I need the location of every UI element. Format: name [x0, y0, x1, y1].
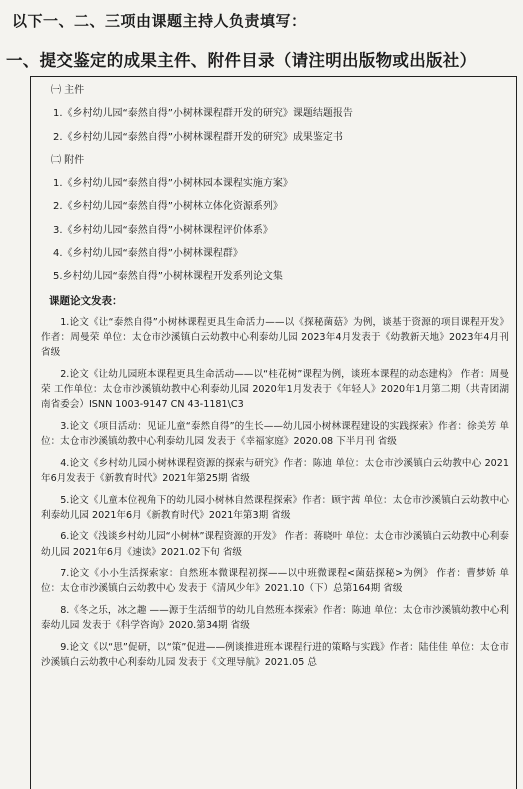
paper-entry: 6.论文《浅谈乡村幼儿园“小树林”课程资源的开发》 作者：蒋晓叶 单位：太仓市沙溪镇白云幼教中心利泰幼儿园 2021年6月《速读》2021.02下旬 省级: [41, 531, 509, 558]
paper-entry: 4.论文《乡村幼儿园小树林课程资源的探索与研究》作者：陈迪 单位：太仓市沙溪镇白云幼教中心 2021年6月发表于《新教育时代》2021年第25期 省级: [41, 457, 509, 484]
attachment-list: [51, 83, 353, 293]
main-group-label: ㈠ 主件: [51, 85, 85, 96]
intro-line: 以下一、二、三项由课题主持人负责填写：: [12, 12, 307, 30]
attach-item: 5.乡村幼儿园“泰然自得”小树林课程开发系列论文集: [53, 271, 283, 283]
papers-list: [41, 315, 509, 677]
attach-item: 4.《乡村幼儿园“泰然自得”小树林课程群》: [53, 248, 243, 260]
paper-entry: 8.《冬之乐，冰之趣 ——源于生活细节的幼儿自然班本探索》作者：陈迪 单位：太仓市沙溪镇幼教中心利泰幼儿园 发表于《科学咨询》2020.第34期 省级: [41, 604, 509, 632]
main-item: 1.《乡村幼儿园“泰然自得”小树林课程群开发的研究》课题结题报告: [53, 108, 353, 120]
paper-entry: 3.论文《项目活动：见证儿童“泰然自得”的生长——幼儿园小树林课程建设的实践探索》作者：徐美芳 单位：太仓市沙溪镇幼教中心利泰幼儿园 发表于《幸福家庭》2020.08 下半月刊 省级: [41, 421, 509, 448]
paper-entry: 9.论文《以“思”促研，以“策”促进——例谈推进班本课程行进的策略与实践》作者：陆佳佳 单位：太仓市沙溪镇白云幼教中心利泰幼儿园 发表于《文理导航》2021.05 总: [41, 641, 509, 668]
attach-item: 2.《乡村幼儿园“泰然自得”小树林立体化资源系列》: [53, 201, 283, 213]
paper-entry: 2.论文《让幼儿园班本课程更具生命活动——以“桂花树”课程为例，谈班本课程的动态建构》 作者：周曼荣 工作单位：太仓市沙溪镇幼教中心利泰幼儿园 2020年1月发表于《年轻人》2020年1月第二期（共青团湖南省委会）ISNN 1003-9147 CN 43-1181\C3: [41, 369, 509, 411]
catalog-box: [30, 76, 517, 789]
attach-group-label: ㈡ 附件: [51, 154, 85, 166]
paper-entry: 7.论文《小小生活探索家：自然班本微课程初探——以中班微课程<菌菇探秘>为例》 作者：曹梦娇 单位：太仓市沙溪镇白云幼教中心 发表于《清风少年》2021.10（下）总第164期 省级: [41, 568, 509, 595]
paper-entry: 1.论文《让“泰然自得”小树林课程更具生命活力——以《探秘菌菇》为例，谈基于资源的项目课程开发》作者：周曼荣 单位：太仓市沙溪镇白云幼教中心利泰幼儿园 2023年4月发表于《幼教新天地》2023年4月刊 省级: [41, 317, 509, 359]
section-heading: 一、提交鉴定的成果主件、附件目录（请注明出版物或出版社）: [6, 51, 477, 70]
main-item: 2.《乡村幼儿园“泰然自得”小树林课程群开发的研究》成果鉴定书: [53, 131, 343, 143]
papers-title: 课题论文发表：: [49, 295, 123, 307]
attach-item: 1.《乡村幼儿园“泰然自得”小树林园本课程实施方案》: [53, 178, 293, 190]
paper-entry: 5.论文《儿童本位视角下的幼儿园小树林自然课程探索》作者：顾宇茜 单位：太仓市沙溪镇白云幼教中心利泰幼儿园 2021年6月《新教育时代》2021年第3期 省级: [41, 494, 509, 521]
attach-item: 3.《乡村幼儿园“泰然自得”小树林课程评价体系》: [53, 224, 273, 236]
